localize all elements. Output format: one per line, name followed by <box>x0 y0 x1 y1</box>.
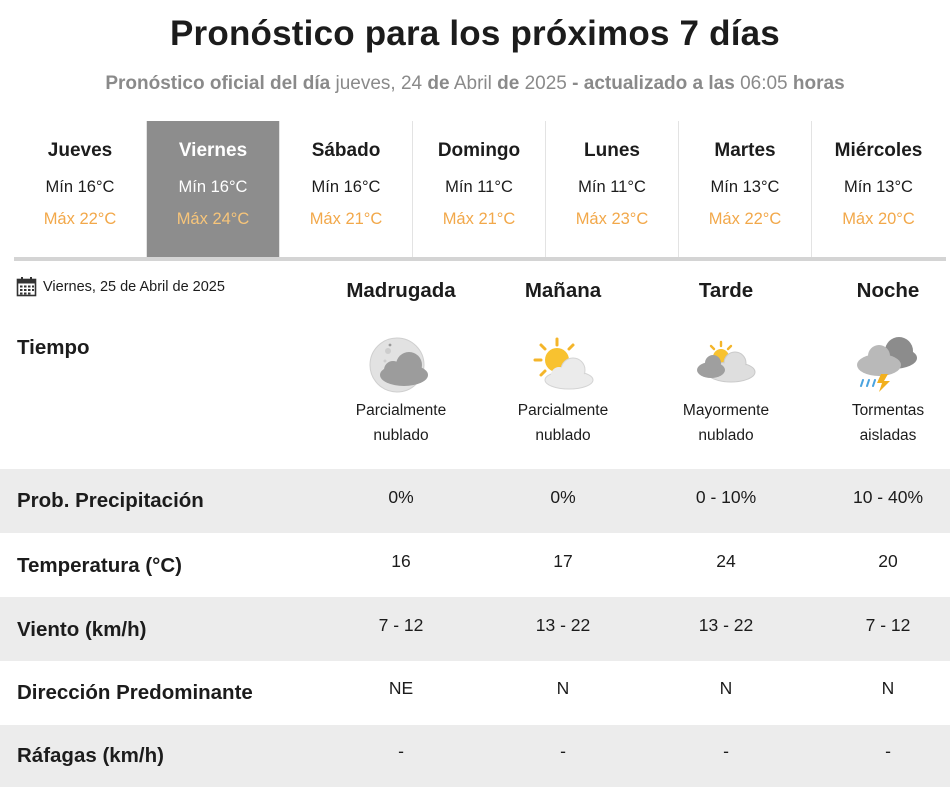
table-row-viento <box>0 597 950 661</box>
table-row-precipitacion <box>0 469 950 533</box>
day-name: Miércoles <box>834 140 923 161</box>
row-label-viento: Viento (km/h) <box>17 618 147 641</box>
table-row-rafagas <box>0 725 950 787</box>
weather-desc-noche <box>808 398 950 448</box>
weather-desc-line1: Mayormente <box>682 402 770 419</box>
gusts-tarde: - <box>723 741 729 761</box>
day-name: Lunes <box>584 140 640 161</box>
gusts-manana: - <box>560 741 566 761</box>
moon-cloud-icon <box>368 334 434 396</box>
day-name: Martes <box>714 140 776 161</box>
day-tab-lunes[interactable] <box>546 121 679 257</box>
period-header-madrugada: Madrugada <box>346 279 456 302</box>
precip-noche: 10 - 40% <box>852 487 924 507</box>
day-max-temp: Máx 21°C <box>309 210 383 228</box>
day-max-temp: Máx 23°C <box>575 210 649 228</box>
day-min-temp: Mín 13°C <box>710 178 780 196</box>
period-header-noche: Noche <box>856 279 920 302</box>
day-tab-martes[interactable] <box>679 121 812 257</box>
weather-desc-manana <box>483 398 643 448</box>
thunderstorm-icon <box>855 334 921 396</box>
direction-manana: N <box>556 678 570 698</box>
subtitle-time: 06:05 <box>740 73 788 94</box>
precip-manana: 0% <box>550 487 576 507</box>
day-min-temp: Mín 13°C <box>844 178 913 196</box>
day-tab-domingo[interactable] <box>413 121 546 257</box>
weather-desc-madrugada <box>321 398 481 448</box>
temp-madrugada: 16 <box>391 551 411 571</box>
weather-desc-tarde <box>646 398 806 448</box>
row-label-precipitacion: Prob. Precipitación <box>17 489 204 512</box>
period-header-tarde: Tarde <box>698 279 754 302</box>
subtitle-weekday: jueves, 24 <box>335 73 423 94</box>
gusts-noche: - <box>885 741 891 761</box>
wind-manana: 13 - 22 <box>535 615 591 635</box>
day-max-temp: Máx 22°C <box>43 210 117 228</box>
direction-noche: N <box>881 678 895 698</box>
day-min-temp: Mín 11°C <box>445 178 513 196</box>
row-label-temperatura: Temperatura (°C) <box>17 554 183 577</box>
day-tab-jueves[interactable] <box>14 121 147 257</box>
row-label-tiempo: Tiempo <box>17 336 90 359</box>
weather-desc-line2: nublado <box>373 427 429 444</box>
temp-noche: 20 <box>878 551 898 571</box>
temp-manana: 17 <box>553 551 573 571</box>
table-row-temperatura <box>0 533 950 597</box>
day-min-temp: Mín 16°C <box>311 178 381 196</box>
cloudy-sun-icon <box>693 336 759 398</box>
day-max-temp: Máx 22°C <box>708 210 782 228</box>
weather-desc-line2: nublado <box>698 427 754 444</box>
precip-tarde: 0 - 10% <box>695 487 757 507</box>
row-label-direccion: Dirección Predominante <box>17 681 253 704</box>
wind-madrugada: 7 - 12 <box>378 615 424 635</box>
day-name: Sábado <box>311 140 381 161</box>
table-row-direccion <box>0 661 950 725</box>
subtitle-updated-label: - actualizado a las <box>572 73 735 94</box>
day-tab-miercoles[interactable] <box>812 121 945 257</box>
selected-date-text: Viernes, 25 de Abril de 2025 <box>43 278 225 295</box>
day-tab-viernes[interactable] <box>147 121 280 257</box>
calendar-icon <box>16 276 37 297</box>
subtitle-de-2: de <box>497 73 520 94</box>
page-title: Pronóstico para los próximos 7 días <box>170 14 780 53</box>
sun-cloud-icon <box>531 336 597 398</box>
day-tab-sabado[interactable] <box>280 121 413 257</box>
subtitle-month: Abril <box>453 73 492 94</box>
weather-desc-line2: nublado <box>535 427 591 444</box>
gusts-madrugada: - <box>398 741 404 761</box>
day-max-temp: Máx 24°C <box>176 210 250 228</box>
subtitle-de-1: de <box>427 73 450 94</box>
selected-date <box>16 276 225 297</box>
precip-madrugada: 0% <box>388 487 414 507</box>
day-name: Viernes <box>178 140 248 161</box>
weather-desc-line1: Parcialmente <box>517 402 609 419</box>
temp-tarde: 24 <box>716 551 736 571</box>
weather-desc-line1: Parcialmente <box>355 402 447 419</box>
day-min-temp: Mín 16°C <box>45 178 115 196</box>
page-subtitle <box>0 73 950 95</box>
day-min-temp: Mín 16°C <box>178 178 248 196</box>
day-name: Jueves <box>47 140 113 161</box>
day-min-temp: Mín 11°C <box>578 178 646 196</box>
day-max-temp: Máx 21°C <box>442 210 516 228</box>
day-name: Domingo <box>437 140 521 161</box>
period-header-manana: Mañana <box>524 279 602 302</box>
weather-desc-line2: aisladas <box>859 427 917 444</box>
subtitle-hours-label: horas <box>792 73 845 94</box>
direction-tarde: N <box>719 678 733 698</box>
subtitle-prefix: Pronóstico oficial del día <box>105 73 331 94</box>
day-tabs <box>14 121 946 261</box>
subtitle-year: 2025 <box>524 73 567 94</box>
weather-desc-line1: Tormentas <box>851 402 925 419</box>
day-max-temp: Máx 20°C <box>842 210 915 228</box>
wind-tarde: 13 - 22 <box>698 615 754 635</box>
row-label-rafagas: Ráfagas (km/h) <box>17 744 164 767</box>
wind-noche: 7 - 12 <box>865 615 911 635</box>
direction-madrugada: NE <box>388 678 414 698</box>
